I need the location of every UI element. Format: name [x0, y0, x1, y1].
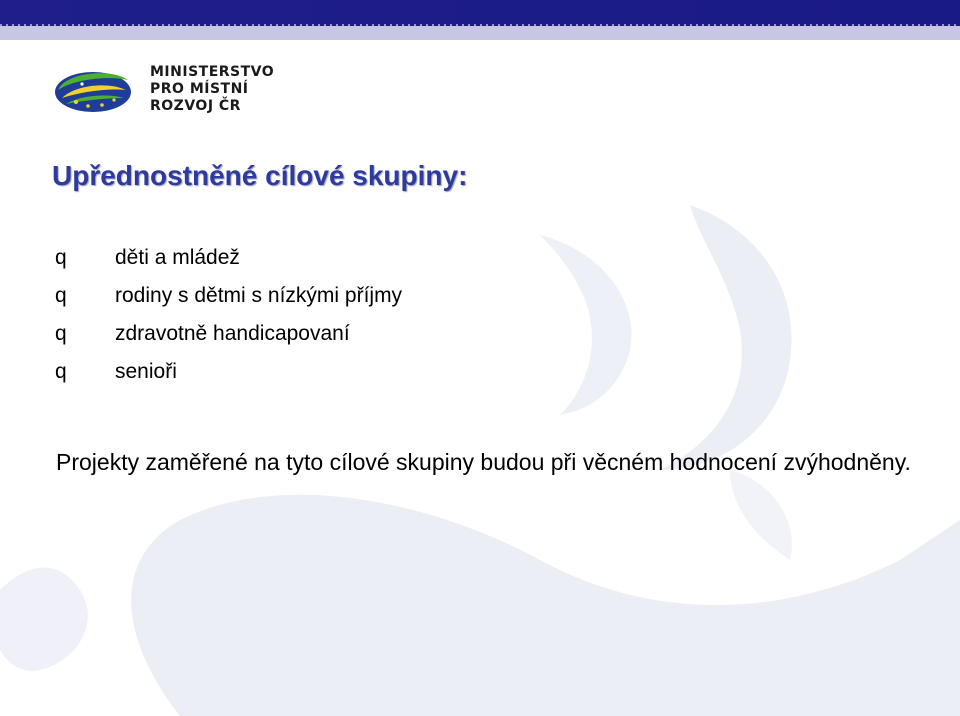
list-item: [55, 360, 402, 398]
bullet-marker: q: [55, 322, 67, 345]
bullet-marker: q: [55, 360, 67, 383]
list-item-text: rodiny s dětmi s nízkými příjmy: [115, 284, 403, 307]
top-banner: [0, 0, 960, 48]
ministry-name-line: ROZVOJ ČR: [150, 98, 241, 114]
list-item: [55, 322, 402, 360]
ministry-name-line: PRO MÍSTNÍ: [150, 81, 249, 97]
mmr-logo-icon: [52, 64, 134, 116]
slide-title: Upřednostněné cílové skupiny:: [52, 160, 468, 191]
list-item: [55, 246, 402, 284]
list-item: [55, 284, 402, 322]
target-groups-list: [55, 246, 402, 398]
bullet-marker: q: [55, 246, 67, 269]
list-item-text: zdravotně handicapovaní: [115, 322, 350, 345]
ministry-name: [150, 64, 274, 115]
list-item-text: děti a mládež: [115, 246, 240, 269]
list-item-text: senioři: [115, 360, 177, 383]
bullet-marker: q: [55, 284, 67, 307]
ministry-logo: [52, 62, 292, 118]
body-paragraph: Projekty zaměřené na tyto cílové skupiny budou při věcném hodnocení zvýhodněny.: [56, 449, 911, 475]
ministry-name-line: MINISTERSTVO: [150, 64, 275, 80]
